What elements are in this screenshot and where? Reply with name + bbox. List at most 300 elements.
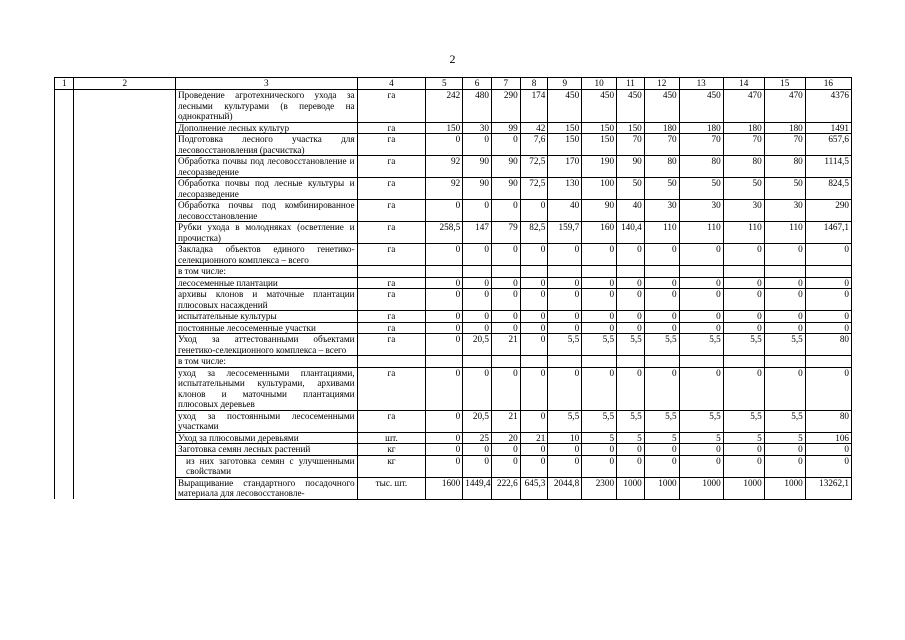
value-cell: 0 bbox=[426, 455, 463, 477]
table-row bbox=[55, 200, 852, 222]
value-cell: 7,6 bbox=[520, 134, 548, 156]
value-cell: 0 bbox=[491, 244, 520, 266]
value-cell: 0 bbox=[491, 311, 520, 323]
value-cell: 21 bbox=[520, 432, 548, 444]
empty-cell bbox=[55, 122, 74, 134]
unit-cell: тыс. шт. bbox=[357, 477, 426, 499]
value-cell: 150 bbox=[548, 122, 582, 134]
value-cell: 0 bbox=[805, 244, 851, 266]
value-cell: 80 bbox=[679, 156, 723, 178]
value-cell: 20,5 bbox=[463, 334, 492, 356]
value-cell: 0 bbox=[548, 455, 582, 477]
value-cell: 99 bbox=[491, 122, 520, 134]
value-cell: 0 bbox=[617, 444, 645, 456]
value-cell: 5,5 bbox=[764, 334, 805, 356]
value-cell: 180 bbox=[764, 122, 805, 134]
value-cell: 0 bbox=[520, 334, 548, 356]
value-cell: 290 bbox=[805, 200, 851, 222]
column-number-header: 9 bbox=[548, 78, 582, 90]
value-cell: 0 bbox=[644, 367, 679, 410]
value-cell: 0 bbox=[426, 367, 463, 410]
value-cell: 80 bbox=[723, 156, 764, 178]
table-row bbox=[55, 90, 852, 123]
empty-cell bbox=[55, 134, 74, 156]
value-cell bbox=[426, 266, 463, 278]
unit-cell bbox=[357, 266, 426, 278]
value-cell: 70 bbox=[617, 134, 645, 156]
value-cell: 5 bbox=[644, 432, 679, 444]
empty-cell bbox=[55, 322, 74, 334]
empty-cell bbox=[74, 410, 176, 432]
column-number-header: 7 bbox=[491, 78, 520, 90]
value-cell: 0 bbox=[644, 311, 679, 323]
value-cell: 190 bbox=[582, 156, 617, 178]
unit-cell: га bbox=[357, 367, 426, 410]
value-cell: 72,5 bbox=[520, 156, 548, 178]
table-row bbox=[55, 367, 852, 410]
value-cell: 0 bbox=[463, 367, 492, 410]
empty-cell bbox=[55, 455, 74, 477]
value-cell: 0 bbox=[582, 367, 617, 410]
value-cell: 5 bbox=[679, 432, 723, 444]
value-cell: 0 bbox=[764, 444, 805, 456]
value-cell: 1000 bbox=[764, 477, 805, 499]
unit-cell: га bbox=[357, 289, 426, 311]
activity-name-cell: Уход за аттестованными объектами генетико-селекционного комплекса – всего bbox=[176, 334, 358, 356]
value-cell: 0 bbox=[548, 367, 582, 410]
value-cell: 180 bbox=[644, 122, 679, 134]
table-row bbox=[55, 122, 852, 134]
value-cell bbox=[617, 356, 645, 368]
activity-name-cell: Выращивание стандартного посадочного материала для лесовосстановле- bbox=[176, 477, 358, 499]
column-number-header: 10 bbox=[582, 78, 617, 90]
value-cell: 1000 bbox=[617, 477, 645, 499]
value-cell bbox=[582, 356, 617, 368]
value-cell: 40 bbox=[617, 200, 645, 222]
empty-cell bbox=[74, 289, 176, 311]
value-cell: 106 bbox=[805, 432, 851, 444]
activity-name-cell: Дополнение лесных культур bbox=[176, 122, 358, 134]
value-cell: 0 bbox=[520, 311, 548, 323]
value-cell: 5 bbox=[617, 432, 645, 444]
value-cell: 0 bbox=[491, 367, 520, 410]
value-cell bbox=[679, 266, 723, 278]
value-cell: 1600 bbox=[426, 477, 463, 499]
value-cell: 130 bbox=[548, 178, 582, 200]
value-cell: 0 bbox=[679, 455, 723, 477]
value-cell: 0 bbox=[617, 277, 645, 289]
value-cell bbox=[617, 266, 645, 278]
column-number-header: 8 bbox=[520, 78, 548, 90]
value-cell: 5,5 bbox=[582, 410, 617, 432]
empty-cell bbox=[74, 134, 176, 156]
value-cell: 0 bbox=[617, 322, 645, 334]
value-cell: 174 bbox=[520, 90, 548, 123]
value-cell: 0 bbox=[723, 322, 764, 334]
value-cell: 70 bbox=[764, 134, 805, 156]
value-cell: 50 bbox=[644, 178, 679, 200]
value-cell: 0 bbox=[764, 277, 805, 289]
empty-cell bbox=[74, 322, 176, 334]
value-cell bbox=[644, 266, 679, 278]
value-cell: 0 bbox=[679, 444, 723, 456]
value-cell: 0 bbox=[644, 455, 679, 477]
data-table bbox=[54, 77, 852, 500]
value-cell: 0 bbox=[764, 455, 805, 477]
value-cell: 290 bbox=[491, 90, 520, 123]
unit-cell: га bbox=[357, 334, 426, 356]
value-cell: 0 bbox=[520, 367, 548, 410]
value-cell: 0 bbox=[617, 289, 645, 311]
value-cell: 0 bbox=[805, 311, 851, 323]
value-cell: 80 bbox=[764, 156, 805, 178]
column-number-header: 16 bbox=[805, 78, 851, 90]
empty-cell bbox=[74, 122, 176, 134]
table-row bbox=[55, 311, 852, 323]
empty-cell bbox=[74, 334, 176, 356]
value-cell: 0 bbox=[723, 311, 764, 323]
empty-cell bbox=[55, 356, 74, 368]
value-cell: 70 bbox=[679, 134, 723, 156]
value-cell: 110 bbox=[679, 222, 723, 244]
value-cell: 0 bbox=[491, 200, 520, 222]
activity-name-cell: из них заготовка семян с улучшенными свойствами bbox=[176, 455, 358, 477]
empty-cell bbox=[55, 334, 74, 356]
empty-cell bbox=[55, 367, 74, 410]
value-cell: 450 bbox=[617, 90, 645, 123]
unit-cell: га bbox=[357, 244, 426, 266]
value-cell: 0 bbox=[548, 289, 582, 311]
value-cell: 150 bbox=[582, 134, 617, 156]
value-cell: 0 bbox=[426, 432, 463, 444]
value-cell: 0 bbox=[426, 444, 463, 456]
empty-cell bbox=[74, 367, 176, 410]
value-cell: 0 bbox=[679, 367, 723, 410]
empty-cell bbox=[55, 244, 74, 266]
value-cell: 5,5 bbox=[644, 410, 679, 432]
unit-cell: га bbox=[357, 222, 426, 244]
value-cell: 0 bbox=[426, 134, 463, 156]
value-cell bbox=[764, 266, 805, 278]
empty-cell bbox=[55, 432, 74, 444]
unit-cell: га bbox=[357, 311, 426, 323]
value-cell: 110 bbox=[644, 222, 679, 244]
value-cell: 1467,1 bbox=[805, 222, 851, 244]
value-cell: 0 bbox=[805, 322, 851, 334]
value-cell: 258,5 bbox=[426, 222, 463, 244]
value-cell: 5,5 bbox=[548, 334, 582, 356]
value-cell: 0 bbox=[463, 289, 492, 311]
value-cell: 0 bbox=[426, 334, 463, 356]
column-number-header: 5 bbox=[426, 78, 463, 90]
value-cell: 0 bbox=[426, 244, 463, 266]
value-cell: 450 bbox=[582, 90, 617, 123]
value-cell: 0 bbox=[463, 200, 492, 222]
empty-cell bbox=[74, 455, 176, 477]
value-cell: 0 bbox=[582, 322, 617, 334]
value-cell: 30 bbox=[764, 200, 805, 222]
table-row bbox=[55, 134, 852, 156]
value-cell: 5,5 bbox=[723, 334, 764, 356]
value-cell: 0 bbox=[805, 289, 851, 311]
column-number-header: 14 bbox=[723, 78, 764, 90]
value-cell: 0 bbox=[520, 322, 548, 334]
empty-cell bbox=[74, 311, 176, 323]
table-row bbox=[55, 322, 852, 334]
value-cell: 0 bbox=[764, 367, 805, 410]
value-cell bbox=[805, 356, 851, 368]
value-cell: 110 bbox=[764, 222, 805, 244]
value-cell bbox=[679, 356, 723, 368]
value-cell: 70 bbox=[723, 134, 764, 156]
value-cell: 0 bbox=[491, 455, 520, 477]
column-number-header: 3 bbox=[176, 78, 358, 90]
empty-cell bbox=[55, 410, 74, 432]
value-cell: 1449,4 bbox=[463, 477, 492, 499]
value-cell: 0 bbox=[426, 322, 463, 334]
value-cell: 150 bbox=[582, 122, 617, 134]
table-row bbox=[55, 432, 852, 444]
value-cell: 0 bbox=[491, 444, 520, 456]
table-row bbox=[55, 277, 852, 289]
value-cell: 480 bbox=[463, 90, 492, 123]
table-row bbox=[55, 410, 852, 432]
column-number-header: 2 bbox=[74, 78, 176, 90]
value-cell: 0 bbox=[805, 455, 851, 477]
value-cell: 0 bbox=[582, 244, 617, 266]
value-cell bbox=[644, 356, 679, 368]
value-cell: 0 bbox=[463, 322, 492, 334]
activity-name-cell: в том числе: bbox=[176, 356, 358, 368]
value-cell: 645,3 bbox=[520, 477, 548, 499]
value-cell: 2044,8 bbox=[548, 477, 582, 499]
value-cell: 0 bbox=[644, 289, 679, 311]
unit-cell: га bbox=[357, 322, 426, 334]
value-cell: 20,5 bbox=[463, 410, 492, 432]
value-cell: 450 bbox=[548, 90, 582, 123]
value-cell: 657,6 bbox=[805, 134, 851, 156]
value-cell: 5,5 bbox=[617, 334, 645, 356]
value-cell: 50 bbox=[723, 178, 764, 200]
empty-cell bbox=[55, 200, 74, 222]
empty-cell bbox=[74, 156, 176, 178]
value-cell: 150 bbox=[617, 122, 645, 134]
activity-name-cell: постоянные лесосеменные участки bbox=[176, 322, 358, 334]
value-cell bbox=[520, 356, 548, 368]
value-cell: 5,5 bbox=[764, 410, 805, 432]
value-cell: 92 bbox=[426, 156, 463, 178]
activity-name-cell: Уход за плюсовыми деревьями bbox=[176, 432, 358, 444]
value-cell: 0 bbox=[617, 311, 645, 323]
activity-name-cell: испытательные культуры bbox=[176, 311, 358, 323]
activity-name-cell: уход за лесосеменными плантациями, испытательными культурами, архивами клонов и маточными плантациями плюсовых деревьев bbox=[176, 367, 358, 410]
value-cell: 150 bbox=[426, 122, 463, 134]
value-cell: 5 bbox=[764, 432, 805, 444]
empty-cell bbox=[74, 90, 176, 123]
value-cell: 0 bbox=[644, 444, 679, 456]
value-cell: 1000 bbox=[644, 477, 679, 499]
column-number-header: 15 bbox=[764, 78, 805, 90]
value-cell: 0 bbox=[723, 244, 764, 266]
value-cell: 0 bbox=[805, 277, 851, 289]
table-row bbox=[55, 222, 852, 244]
value-cell: 0 bbox=[520, 410, 548, 432]
value-cell: 70 bbox=[644, 134, 679, 156]
value-cell: 0 bbox=[582, 311, 617, 323]
value-cell: 90 bbox=[491, 178, 520, 200]
unit-cell: га bbox=[357, 200, 426, 222]
value-cell: 0 bbox=[679, 322, 723, 334]
value-cell: 5,5 bbox=[582, 334, 617, 356]
value-cell: 0 bbox=[520, 200, 548, 222]
value-cell bbox=[463, 356, 492, 368]
table-header-row bbox=[55, 78, 852, 90]
value-cell: 470 bbox=[723, 90, 764, 123]
value-cell: 0 bbox=[463, 444, 492, 456]
value-cell: 50 bbox=[764, 178, 805, 200]
value-cell: 0 bbox=[426, 289, 463, 311]
value-cell: 242 bbox=[426, 90, 463, 123]
value-cell: 0 bbox=[548, 444, 582, 456]
value-cell: 0 bbox=[723, 455, 764, 477]
value-cell: 0 bbox=[426, 200, 463, 222]
value-cell bbox=[520, 266, 548, 278]
value-cell: 30 bbox=[723, 200, 764, 222]
activity-name-cell: Обработка почвы под лесовосстановление и лесоразведение bbox=[176, 156, 358, 178]
table-row bbox=[55, 289, 852, 311]
empty-cell bbox=[74, 277, 176, 289]
value-cell: 0 bbox=[644, 322, 679, 334]
page-number: 2 bbox=[449, 52, 456, 66]
table-row bbox=[55, 244, 852, 266]
column-number-header: 1 bbox=[55, 78, 74, 90]
value-cell bbox=[491, 356, 520, 368]
column-number-header: 12 bbox=[644, 78, 679, 90]
value-cell: 0 bbox=[617, 455, 645, 477]
value-cell: 4376 bbox=[805, 90, 851, 123]
value-cell: 2300 bbox=[582, 477, 617, 499]
value-cell: 1114,5 bbox=[805, 156, 851, 178]
value-cell: 100 bbox=[582, 178, 617, 200]
column-number-header: 6 bbox=[463, 78, 492, 90]
empty-cell bbox=[55, 477, 74, 499]
unit-cell: га bbox=[357, 277, 426, 289]
value-cell: 40 bbox=[548, 200, 582, 222]
value-cell: 0 bbox=[520, 455, 548, 477]
value-cell: 222,6 bbox=[491, 477, 520, 499]
empty-cell bbox=[74, 444, 176, 456]
unit-cell: га bbox=[357, 134, 426, 156]
value-cell: 0 bbox=[644, 277, 679, 289]
unit-cell: га bbox=[357, 122, 426, 134]
value-cell: 0 bbox=[491, 134, 520, 156]
value-cell: 80 bbox=[644, 156, 679, 178]
empty-cell bbox=[74, 266, 176, 278]
value-cell: 0 bbox=[582, 277, 617, 289]
value-cell: 20 bbox=[491, 432, 520, 444]
value-cell: 0 bbox=[463, 134, 492, 156]
value-cell: 42 bbox=[520, 122, 548, 134]
value-cell: 0 bbox=[679, 277, 723, 289]
value-cell: 5,5 bbox=[679, 334, 723, 356]
value-cell: 21 bbox=[491, 410, 520, 432]
value-cell: 90 bbox=[491, 156, 520, 178]
value-cell: 82,5 bbox=[520, 222, 548, 244]
empty-cell bbox=[74, 432, 176, 444]
value-cell: 0 bbox=[548, 311, 582, 323]
value-cell: 90 bbox=[582, 200, 617, 222]
value-cell: 72,5 bbox=[520, 178, 548, 200]
value-cell: 90 bbox=[617, 156, 645, 178]
empty-cell bbox=[55, 178, 74, 200]
value-cell: 0 bbox=[582, 455, 617, 477]
value-cell: 0 bbox=[426, 277, 463, 289]
empty-cell bbox=[74, 200, 176, 222]
empty-cell bbox=[55, 156, 74, 178]
value-cell: 0 bbox=[548, 322, 582, 334]
value-cell: 90 bbox=[463, 178, 492, 200]
value-cell: 10 bbox=[548, 432, 582, 444]
value-cell: 0 bbox=[520, 444, 548, 456]
empty-cell bbox=[74, 244, 176, 266]
unit-cell: шт. bbox=[357, 432, 426, 444]
value-cell: 0 bbox=[491, 322, 520, 334]
value-cell: 5,5 bbox=[723, 410, 764, 432]
value-cell: 824,5 bbox=[805, 178, 851, 200]
value-cell: 0 bbox=[764, 244, 805, 266]
table-row bbox=[55, 477, 852, 499]
value-cell: 0 bbox=[520, 244, 548, 266]
value-cell bbox=[426, 356, 463, 368]
value-cell: 0 bbox=[582, 444, 617, 456]
value-cell: 180 bbox=[723, 122, 764, 134]
value-cell: 30 bbox=[463, 122, 492, 134]
activity-name-cell: Обработка почвы под комбинированное лесовосстановление bbox=[176, 200, 358, 222]
value-cell: 470 bbox=[764, 90, 805, 123]
activity-name-cell: уход за постоянными лесосеменными участками bbox=[176, 410, 358, 432]
value-cell: 0 bbox=[617, 244, 645, 266]
value-cell: 0 bbox=[548, 244, 582, 266]
value-cell: 5,5 bbox=[548, 410, 582, 432]
value-cell bbox=[582, 266, 617, 278]
value-cell: 0 bbox=[463, 244, 492, 266]
value-cell: 5,5 bbox=[617, 410, 645, 432]
value-cell: 1000 bbox=[723, 477, 764, 499]
activity-name-cell: Заготовка семян лесных растений bbox=[176, 444, 358, 456]
value-cell: 79 bbox=[491, 222, 520, 244]
table-row bbox=[55, 266, 852, 278]
value-cell: 0 bbox=[426, 311, 463, 323]
value-cell: 0 bbox=[764, 322, 805, 334]
table-row bbox=[55, 156, 852, 178]
activity-name-cell: лесосеменные плантации bbox=[176, 277, 358, 289]
value-cell: 0 bbox=[723, 277, 764, 289]
value-cell: 50 bbox=[617, 178, 645, 200]
empty-cell bbox=[55, 444, 74, 456]
value-cell: 0 bbox=[463, 455, 492, 477]
value-cell: 147 bbox=[463, 222, 492, 244]
column-number-header: 11 bbox=[617, 78, 645, 90]
value-cell: 140,4 bbox=[617, 222, 645, 244]
value-cell: 0 bbox=[491, 289, 520, 311]
column-number-header: 4 bbox=[357, 78, 426, 90]
value-cell: 30 bbox=[679, 200, 723, 222]
value-cell: 0 bbox=[723, 367, 764, 410]
empty-cell bbox=[55, 311, 74, 323]
unit-cell: га bbox=[357, 410, 426, 432]
empty-cell bbox=[55, 277, 74, 289]
table-row bbox=[55, 334, 852, 356]
